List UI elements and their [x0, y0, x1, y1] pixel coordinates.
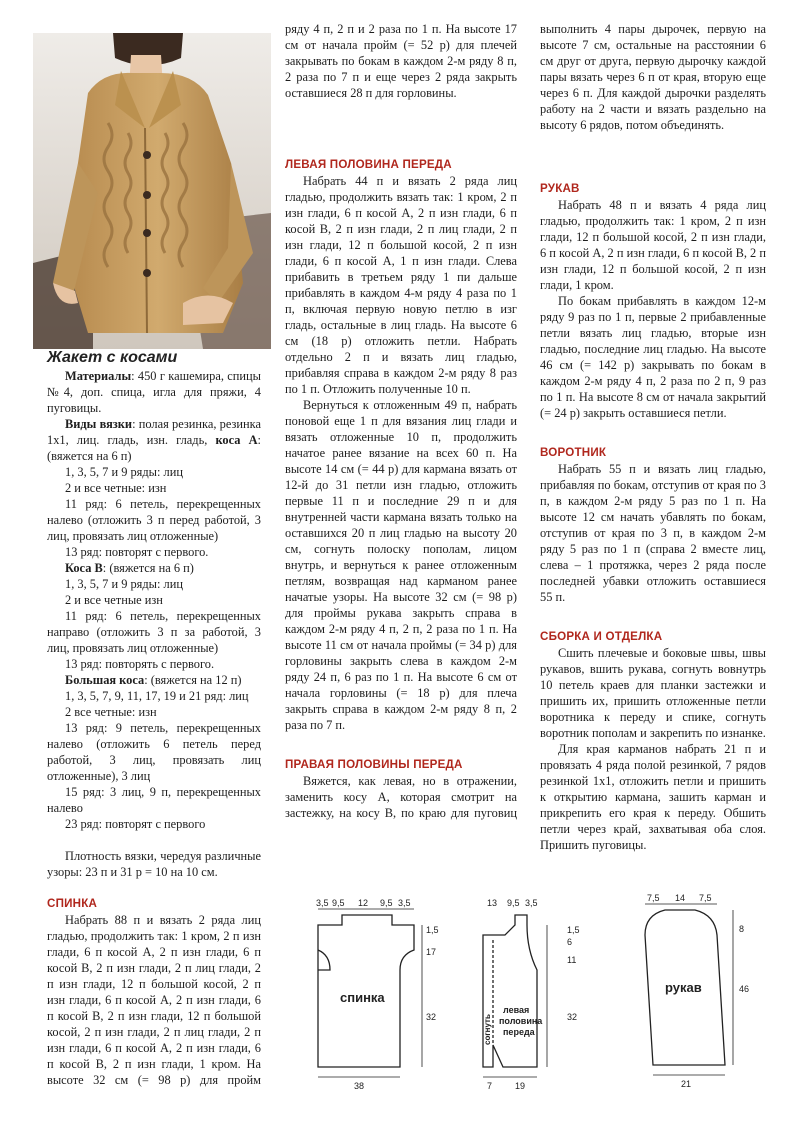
back-text-overflow: ряду 4 п, 2 п и 2 раза по 1 п. На высоте 17 см от начала пройм (= 52 р) для плечей закрывать по бокам в каждом 2-м ряду 8 п, 2 раза по 7 п и еще через 2 ряда закрыть оставшиеся 28 п для горловины. [285, 22, 517, 100]
back-top-dim-2: 9,5 [332, 898, 345, 908]
right-front-text-continued [540, 21, 766, 157]
cable-b-row-2: 2 и все четные изн [65, 593, 163, 607]
front-bottom-dim-1: 7 [487, 1081, 493, 1091]
page-title: Жакет с косами [47, 349, 178, 366]
back-text: Набрать 88 п и вязать 2 ряда лиц гладью, продолжить так: 1 кром, 2 п изн глади, 6 п косой А, 2 п изн глади, 6 п косой В, 2 п изн глади, 2 п лиц глади, 2 п изн глади, 12 п большой косой, 2 п изн глади, 6 п косой А, 2 п изн глади, 6 п косой В, 2 п изн глади, 12 п большой косой, 2 п изн глади, 2 п лиц глади, 2 п изн глади, 6 п косой А, 2 п изн глади, 6 п косой В, 2 п изн глади, 1 кром. На высоте 32 см (= 98 р) для пройм [47, 913, 261, 1087]
back-label: спинка [340, 990, 385, 1005]
kinds-text: : полая резинка, резинка 1x1, лиц. гладь, изн. гладь, [47, 417, 261, 447]
sleeve-text-1: Набрать 48 п и вязать 4 ряда лиц гладью, продолжить так: 1 кром, 2 п изн глади, 12 п большой косой, 2 п изн глади, 6 п косой А, 2 п изн глади, 6 п косой В, 2 п изн глади, 12 п большой косой, 2 п изн глади, 1 кром. [540, 198, 766, 292]
left-front-text-2: Вернуться к отложенным 49 п, набрать поновой еще 1 п для вязания лиц глади и вязать отложенные 10 п, продолжить начатое ранее вязание на всех 60 п. На высоте 14 см (= 44 р) для кармана вязать от 12-й до 31 петли изн гладью, отложить первые 11 п и последние 29 п и для внутренней части кармана вязать только на оставшихся 20 п лиц гладью на высоту 20 см, согнуть полоску пополам, лицом внутрь, и вернуться к ранее отложенным петлям, возвращая над карманом ранее начатые узоры. На высоте 32 см (= 98 р) для проймы рукава закрыть справа в каждом 2-м ряду 4 п, 2 п, 2 раза по 1 п. На высоте 11 см от начала проймы (= 34 р) для горловины закрыть слева в каждом 2-м ряду 24 п, 6 раз по 1 п. На высоте 6 см от начала горловины (= 18 р) для плеча закрыть справа в каждом 2-м ряду 8 п, 2 раза по 7 п. [285, 398, 517, 732]
sleeve-text-2: По бокам прибавлять в каждом 12-м ряду 9 раз по 1 п, первые 2 прибавленные петли вязать лиц гладью, вторые изн гладью, последние лиц гладью. На высоте 46 см (= 142 р) закрывать по бокам в каждом 2-м ряду 4 п, 2 раза по 2 п, 9 раз по 1 п. На высоте 8 см от начала закрытий (= 24 р) закрыть оставшиеся петли. [540, 294, 766, 420]
assembly-text-1: Сшить плечевые и боковые швы, швы рукавов, вшить рукава, согнуть вовнутрь 10 петель краев для планки застежки и пришить их, пришить отложенные петли воротника к переду и спике, согнуть воротник пополам и закрепить по изнанке. [540, 646, 766, 740]
front-side-dim-4: 32 [567, 1012, 578, 1022]
front-side-dim-2: 6 [567, 937, 573, 947]
cable-b-paragraph [47, 560, 261, 576]
column-right [540, 21, 766, 853]
big-cable-text: : (вяжется на 12 п) [144, 673, 242, 687]
right-front-text: Вяжется, как левая, но в отражении, заменить косу А, которая смотрит на застежку, на косу В, по краю для пуговиц [285, 774, 517, 820]
front-top-dim-3: 3,5 [525, 898, 538, 908]
column-left [47, 350, 261, 1088]
cable-a-row-2: 2 и все четные: изн [65, 481, 167, 495]
sleeve-schematic [625, 890, 765, 1105]
big-cable-row-3: 13 ряд: 9 петель, перекрещенных налево (отложить 6 петель перед работой, 3 лиц, провязать лиц отложенные), 3 лиц [47, 721, 261, 783]
collar-text: Набрать 55 п и вязать лиц гладью, прибавляя по бокам, отступив от края по 3 п, в каждом 2-м ряду 5 раз по 1 п. На высоте 12 см начать убавлять по бокам, отступив от края по 3 п, в каждом 2-м ряду 5 раз по 1 п (справа 2 вместе лиц, слева – 1 протяжка, через 2 ряда после последней убавки отложить оставшиеся 55 п. [540, 462, 766, 604]
kinds-label: Виды вязки [65, 417, 133, 431]
sleeve-top-dim-3: 7,5 [699, 893, 712, 903]
cable-a-label: коса А [215, 433, 258, 447]
back-text-continued [285, 21, 517, 133]
cable-a-text: : (вяжется на 6 п) [47, 433, 261, 463]
cable-b-row-4: 13 ряд: повторять с первого. [65, 657, 215, 671]
big-cable-row-2: 2 все четные: изн [65, 705, 157, 719]
big-cable-label: Большая коса [65, 673, 145, 687]
sleeve-label: рукав [665, 980, 702, 995]
big-cable-paragraph [47, 672, 261, 688]
front-schematic [475, 895, 615, 1100]
cable-b-text: : (вяжется на 6 п) [102, 561, 194, 575]
cable-b-row-3: 11 ряд: 6 петель, перекрещенных направо (отложить 3 п за работой, 3 лиц, провязать лиц отложенные) [47, 609, 261, 655]
front-side-dim-3: 11 [567, 955, 577, 965]
left-front-text-1: Набрать 44 п и вязать 2 ряда лиц гладью, продолжить вязать так: 1 кром, 2 п изн глади, 6 п косой А, 2 п изн глади, 6 п косой В, 2 п изн глади, 2 п лиц глади, 2 п изн глади, 12 п большой косой, 2 п изн глади, 6 п косой А, 1 п изн глади. Слева прибавить в третьем ряду 1 пи дальше прибавлять в каждом 4-м ряду 4 раза по 1 п, включая первую новую петлю в изг гладь, остальные в лиц гладь. На высоте 6 см (18 р) отложить петли. Набрать отдельно 2 п и вязать лиц гладью, прибавляя справа в каждом 2-м ряду 8 раз по 1 п. Отложить полученные 10 п. [285, 174, 517, 396]
sleeve-top-dim-2: 14 [675, 893, 686, 903]
back-top-dim-4: 9,5 [380, 898, 393, 908]
collar-heading: ВОРОТНИК [540, 446, 607, 459]
front-label-line-2: половина [499, 1016, 543, 1026]
cable-a-row-3: 11 ряд: 6 петель, перекрещенных налево (отложить 3 п перед работой, 3 лиц, провязать лиц отложенные) [47, 497, 261, 543]
big-cable-row-1: 1, 3, 5, 7, 9, 11, 17, 19 и 21 ряд: лиц [65, 689, 249, 703]
materials-paragraph [47, 368, 261, 416]
front-label-line-3: переда [503, 1027, 535, 1037]
cable-a-row-1: 1, 3, 5, 7 и 9 ряды: лиц [65, 465, 183, 479]
assembly-text-2: Для края карманов набрать 21 п и провязать 4 ряда полой резинкой, 7 рядов резинкой 1x1, отложить петли и пришить к открытию кармана, зашить карман и прикрепить его края к переду. Обшить петли через край, захватывая оба слоя. Пришить пуговицы. [540, 742, 766, 852]
back-side-dim-3: 32 [426, 1012, 437, 1022]
front-top-dim-1: 13 [487, 898, 498, 908]
sleeve-top-dim-1: 7,5 [647, 893, 660, 903]
cable-b-label: Коса В [65, 561, 103, 575]
right-front-heading: ПРАВАЯ ПОЛОВИНЫ ПЕРЕДА [285, 758, 463, 771]
back-bottom-dim: 38 [354, 1081, 365, 1091]
back-top-dim-1: 3,5 [316, 898, 329, 908]
big-cable-row-4: 15 ряд: 3 лиц, 9 п, перекрещенных налево [47, 785, 261, 815]
sleeve-side-dim-2: 46 [739, 984, 750, 994]
back-side-dim-2: 17 [426, 947, 437, 957]
materials-text: : 450 г кашемира, спицы №4, доп. спица, игла для пряжи, 4 пуговицы. [47, 369, 261, 415]
front-top-dim-2: 9,5 [507, 898, 520, 908]
big-cable-row-5: 23 ряд: повторят с первого [65, 817, 206, 831]
cable-b-row-1: 1, 3, 5, 7 и 9 ряды: лиц [65, 577, 183, 591]
front-side-dim-1: 1,5 [567, 925, 580, 935]
cardigan-photo [33, 33, 271, 349]
fold-label: согнуть [483, 1014, 492, 1045]
back-top-dim-5: 3,5 [398, 898, 411, 908]
kinds-paragraph [47, 416, 261, 464]
sleeve-side-dim-1: 8 [739, 924, 745, 934]
assembly-heading: СБОРКА И ОТДЕЛКА [540, 630, 663, 643]
column-middle [285, 21, 517, 821]
density-paragraph: Плотность вязки, чередуя различные узоры: 23 п и 31 р = 10 на 10 см. [47, 849, 261, 879]
back-top-dim-3: 12 [358, 898, 369, 908]
back-schematic [300, 895, 470, 1100]
right-front-overflow: выполнить 4 пары дырочек, первую на высоте 7 см, остальные на расстоянии 6 см друг от друга, первую дырочку каждой пары вязать через 6 п от края, вторую еще через 6 п. Для каждой дырочки разделять работу на 2 части и вязать раздельно на высоту 6 рядов, потом объединять. [540, 22, 766, 132]
sleeve-bottom-dim: 21 [681, 1079, 692, 1089]
left-front-heading: ЛЕВАЯ ПОЛОВИНА ПЕРЕДА [285, 158, 452, 171]
back-heading: СПИНКА [47, 897, 98, 910]
front-label-line-1: левая [503, 1005, 530, 1015]
front-bottom-dim-2: 19 [515, 1081, 526, 1091]
back-side-dim-1: 1,5 [426, 925, 439, 935]
cable-a-row-4: 13 ряд: повторят с первого. [65, 545, 209, 559]
materials-label: Материалы [65, 369, 132, 383]
sleeve-heading: РУКАВ [540, 182, 580, 195]
